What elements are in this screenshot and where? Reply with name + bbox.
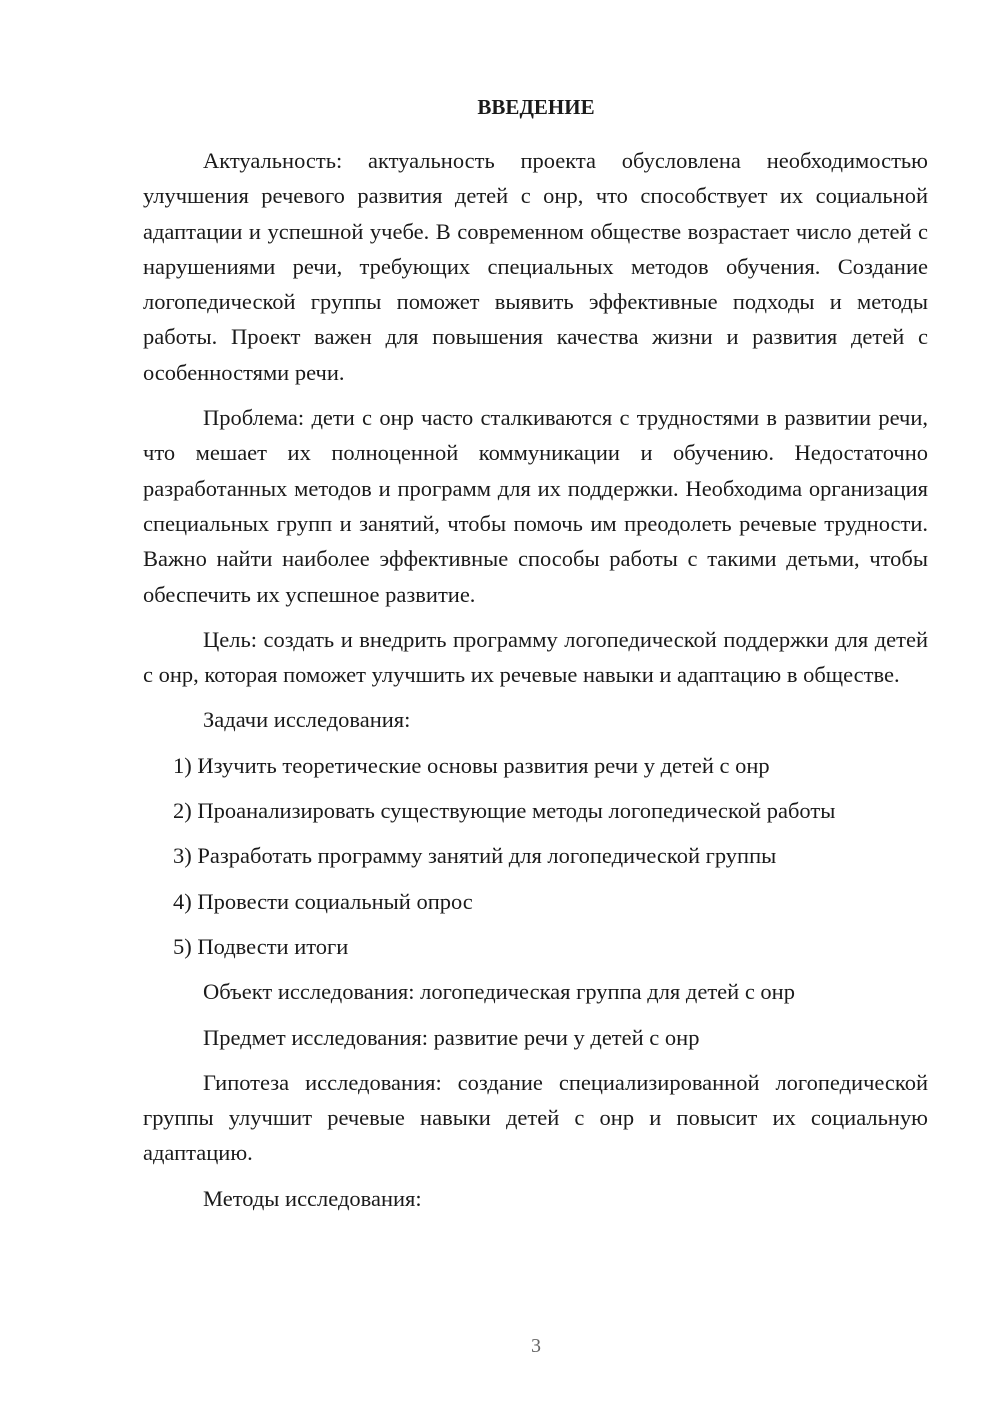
methods-title: Методы исследования:	[203, 1185, 422, 1211]
list-item-task-2: 2) Проанализировать существующие методы логопедической работы	[173, 798, 836, 824]
paragraph-relevance: Актуальность: актуальность проекта обусловлена необходимостью улучшения речевого развития детей с онр, что способствует их социальной адаптации и успешной учебе. В современном обществе возрастает число детей с нарушениями речи, требующих специальных методов обучения. Создание логопедической группы поможет выявить эффективные подходы и методы работы. Проект важен для повышения качества жизни и развития детей с особенностями речи.	[143, 148, 928, 385]
list-item-task-5: 5) Подвести итоги	[173, 933, 349, 959]
paragraph-hypothesis: Гипотеза исследования: создание специализированной логопедической группы улучшит речевые навыки детей с онр и повысит их социальную адаптацию.	[143, 1069, 928, 1166]
page-heading: ВВЕДЕНИЕ	[477, 95, 595, 119]
list-item-task-3: 3) Разработать программу занятий для логопедической группы	[173, 843, 777, 869]
document-body	[143, 143, 928, 1226]
tasks-title: Задачи исследования:	[203, 707, 411, 733]
list-item-task-1: 1) Изучить теоретические основы развития речи у детей с онр	[173, 752, 770, 778]
paragraph-goal: Цель: создать и внедрить программу логопедической поддержки для детей с онр, которая поможет улучшить их речевые навыки и адаптацию в обществе.	[143, 626, 928, 688]
paragraph-object: Объект исследования: логопедическая группа для детей с онр	[203, 979, 795, 1005]
list-item-task-4: 4) Провести социальный опрос	[173, 888, 473, 914]
paragraph-subject: Предмет исследования: развитие речи у детей с онр	[203, 1024, 700, 1050]
page-number: 3	[531, 1335, 541, 1357]
paragraph-problem: Проблема: дети с онр часто сталкиваются с трудностями в развитии речи, что мешает их полноценной коммуникации и обучению. Недостаточно разработанных методов и программ для их поддержки. Необходима организация специальных групп и занятий, чтобы помочь им преодолеть речевые трудности. Важно найти наиболее эффективные способы работы с такими детьми, чтобы обеспечить их успешное развитие.	[143, 405, 928, 607]
